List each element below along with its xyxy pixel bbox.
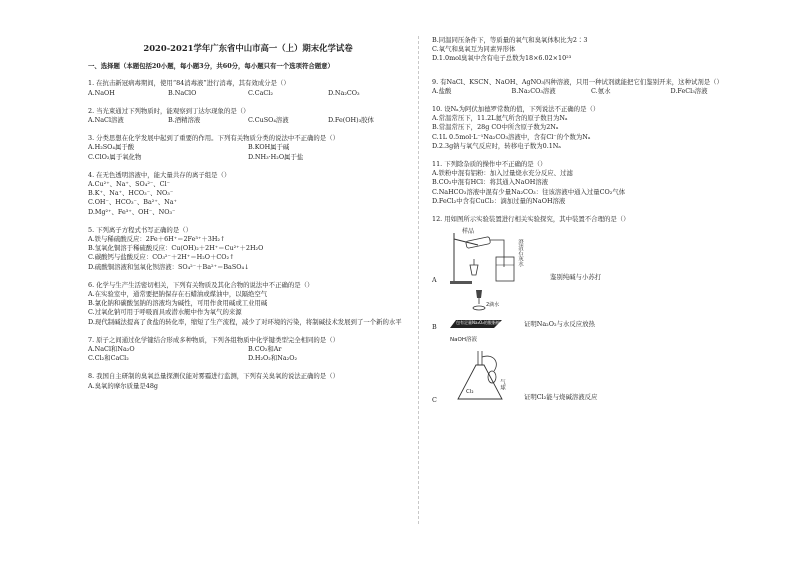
figure-caption: 证明Na₂O₂与水反应放热 bbox=[524, 320, 595, 329]
naoh-label: NaOH溶液 bbox=[450, 337, 477, 344]
section-heading: 一、选择题（本题包括20小题，每小题3分，共60分，每小题只有一个选项符合题意） bbox=[88, 62, 334, 71]
question-stem: 9. 有NaCl、KSCN、NaOH、AgNO₃四种溶液，只用一种试剂就能把它们鉴别开来，这种试剂是（） bbox=[432, 77, 723, 86]
figure-label: A bbox=[432, 276, 437, 285]
figure-c bbox=[432, 335, 750, 405]
option-d: D.FeCl₃溶液 bbox=[670, 86, 708, 95]
option-a: A.盐酸 bbox=[432, 86, 452, 95]
option-d: D.H₂O₂和Na₂O₂ bbox=[248, 354, 298, 363]
option-c: C.CuSO₄溶液 bbox=[248, 116, 289, 125]
option-b: B.酒精溶液 bbox=[168, 116, 201, 125]
question-10 bbox=[432, 105, 750, 151]
option-a: A.H₂SO₄属于酸 bbox=[88, 143, 135, 152]
sodium-peroxide-diagram bbox=[448, 288, 518, 332]
option-d: D.2.3g钠与氧气反应时，转移电子数为0.1Nₐ bbox=[432, 141, 561, 150]
option-c: C.CaCl₂ bbox=[248, 88, 273, 97]
question-11 bbox=[432, 160, 750, 206]
option-b: B.常温常压下，28g CO中所含原子数为2Nₐ bbox=[432, 123, 559, 132]
chlorine-flask-diagram bbox=[448, 335, 518, 405]
limewater-label: 澄清石灰水 bbox=[517, 239, 523, 267]
option-c: C.过氧化钠可用于呼吸面具或潜水艇中作为氧气的来源 bbox=[88, 308, 242, 317]
cotton-label: 包有足量Na₂O₂的脱脂棉 bbox=[456, 320, 500, 326]
option-c: C.Cl₂和CaCl₂ bbox=[88, 354, 129, 363]
question-8 bbox=[88, 372, 408, 390]
option-a: A.NaCl和Na₂O bbox=[88, 345, 135, 354]
option-d: D.硫酸铜溶液和氢氧化钡溶液：SO₄²⁻＋Ba²⁺＝BaSO₄↓ bbox=[88, 262, 250, 271]
question-stem: 11. 下列除杂质的操作中不正确的是（） bbox=[432, 160, 547, 169]
option-a: A.在实验室中，通常要把钠保存在石蜡油或煤油中，以隔绝空气 bbox=[88, 290, 268, 299]
option-c: C.氧气和臭氧互为同素异形体 bbox=[432, 45, 516, 54]
question-stem: 12. 用如图所示实验装置进行相关实验探究，其中装置不合理的是（） bbox=[432, 215, 630, 224]
option-c: C.碳酸钙与盐酸反应：CO₃²⁻＋2H⁺＝H₂O＋CO₂↑ bbox=[88, 253, 235, 262]
option-c: C.OH⁻、HCO₃⁻、Ba²⁺、Na⁺ bbox=[88, 198, 177, 207]
figure-b bbox=[432, 288, 750, 332]
option-c: C.1L 0.5mol·L⁻¹Na₂CO₃溶液中，含有Cl⁻的个数为Nₐ bbox=[432, 132, 591, 141]
heating-apparatus-diagram bbox=[448, 225, 544, 285]
option-b: B.CO₂中混有HCl：将其通入NaOH溶液 bbox=[432, 178, 549, 187]
question-5 bbox=[88, 226, 408, 272]
question-9 bbox=[432, 78, 750, 96]
figure-caption: 证明Cl₂能与烧碱溶液反应 bbox=[524, 393, 598, 402]
figure-label: B bbox=[432, 323, 437, 332]
balloon-label: 气球 bbox=[499, 379, 505, 391]
question-stem: 6. 化学与生产生活密切相关，下列有关物质及其化合物的说法中不正确的是（） bbox=[88, 280, 314, 289]
option-a: A.常温常压下，11.2L氦气所含的原子数目为Nₐ bbox=[432, 114, 568, 123]
option-a: A.NaCl溶液 bbox=[88, 116, 124, 125]
question-1 bbox=[88, 79, 408, 97]
option-b: B.Na₂CO₃溶液 bbox=[511, 86, 556, 95]
option-d: D.NH₃·H₂O属于盐 bbox=[248, 152, 304, 161]
option-b: B.氢氧化铜溶于稀硫酸反应：Cu(OH)₂＋2H⁺＝Cu²⁺＋2H₂O bbox=[88, 244, 264, 253]
option-b: B.NaClO bbox=[168, 88, 197, 97]
option-a: A.臭氧的摩尔质量是48g bbox=[88, 381, 158, 390]
question-7 bbox=[88, 336, 408, 364]
option-b: B.同温同压条件下，等质量的氧气和臭氧体积比为2∶3 bbox=[432, 36, 588, 44]
figure-caption: 鉴别纯碱与小苏打 bbox=[550, 273, 602, 282]
question-stem: 7. 原子之间通过化学键结合形成多种物质，下列各组物质中化学键类型完全相同的是（） bbox=[88, 335, 339, 344]
question-stem: 1. 在抗击新冠病毒期间，使用“84消毒液”进行消毒，其有效成分是（） bbox=[88, 79, 290, 88]
sample-label: 样品 bbox=[462, 228, 475, 236]
option-d: D.Mg²⁺、Fe³⁺、OH⁻、NO₃⁻ bbox=[88, 207, 176, 216]
column-divider bbox=[418, 36, 419, 524]
option-c: C.NaHCO₃溶液中混有少量Na₂CO₃：往该溶液中通入过量CO₂气体 bbox=[432, 187, 626, 196]
question-3 bbox=[88, 134, 408, 162]
left-column bbox=[88, 36, 408, 400]
option-a: A.铁与稀硫酸反应：2Fe＋6H⁺＝2Fe³⁺＋3H₂↑ bbox=[88, 235, 226, 244]
option-a: A.NaOH bbox=[88, 88, 115, 97]
option-d: D.Na₂CO₃ bbox=[328, 88, 360, 97]
option-c: C.ClO₂属于氧化物 bbox=[88, 152, 142, 161]
option-a: A.Cu²⁺、Na⁺、SO₄²⁻、Cl⁻ bbox=[88, 180, 170, 189]
option-d: D.FeCl₂中含有CuCl₂：滴加过量的NaOH溶液 bbox=[432, 196, 566, 205]
question-stem: 4. 在无色透明溶液中，能大量共存的离子组是（） bbox=[88, 170, 231, 179]
question-6 bbox=[88, 281, 408, 327]
page-title: 2020-2021学年广东省中山市高一（上）期末化学试卷 bbox=[143, 43, 353, 53]
question-2 bbox=[88, 107, 408, 125]
option-d: D.1.0mol臭氧中含有电子总数为18×6.02×10²³ bbox=[432, 54, 572, 63]
question-stem: 5. 下列离子方程式书写正确的是（） bbox=[88, 225, 192, 234]
option-c: C.氨水 bbox=[591, 86, 611, 95]
question-8-continued bbox=[432, 36, 750, 64]
option-b: B.氯化钠和碳酸氢钠的溶液均为碱性，可用作食用碱或工业用碱 bbox=[88, 299, 268, 308]
question-stem: 8. 我国自主研制的臭氧总量探测仪能对雾霾进行监测，下列有关臭氧的说法正确的是（） bbox=[88, 372, 339, 381]
option-d: D.现代制碱法提高了食盐的转化率，缩短了生产流程，减少了对环境的污染，将制碱技术发展到了一个新的水平 bbox=[88, 317, 402, 326]
figure-label: C bbox=[432, 396, 437, 405]
water-drop-label: 2滴水 bbox=[486, 302, 500, 309]
right-column bbox=[432, 36, 750, 414]
chlorine-label: Cl₂ bbox=[466, 389, 474, 396]
option-b: B.K⁺、Na⁺、HCO₃⁻、NO₃⁻ bbox=[88, 189, 174, 198]
question-stem: 2. 当光束通过下列物质时，能观察到丁达尔现象的是（） bbox=[88, 106, 250, 115]
question-stem: 3. 分类思想在化学发展中起到了重要的作用。下列有关物质分类的说法中不正确的是（） bbox=[88, 134, 339, 143]
question-stem: 10. 设Nₐ为阿伏加德罗常数的值，下列说法不正确的是（） bbox=[432, 105, 600, 114]
option-d: D.Fe(OH)₃胶体 bbox=[328, 116, 374, 125]
figure-a bbox=[432, 225, 750, 285]
question-4 bbox=[88, 171, 408, 217]
question-12 bbox=[432, 215, 750, 405]
option-a: A.铁粉中混有铝粉：加入过量烧水充分反应、过滤 bbox=[432, 169, 573, 178]
option-b: B.KOH属于碱 bbox=[248, 143, 290, 152]
option-b: B.CO₂和Ar bbox=[248, 345, 282, 354]
